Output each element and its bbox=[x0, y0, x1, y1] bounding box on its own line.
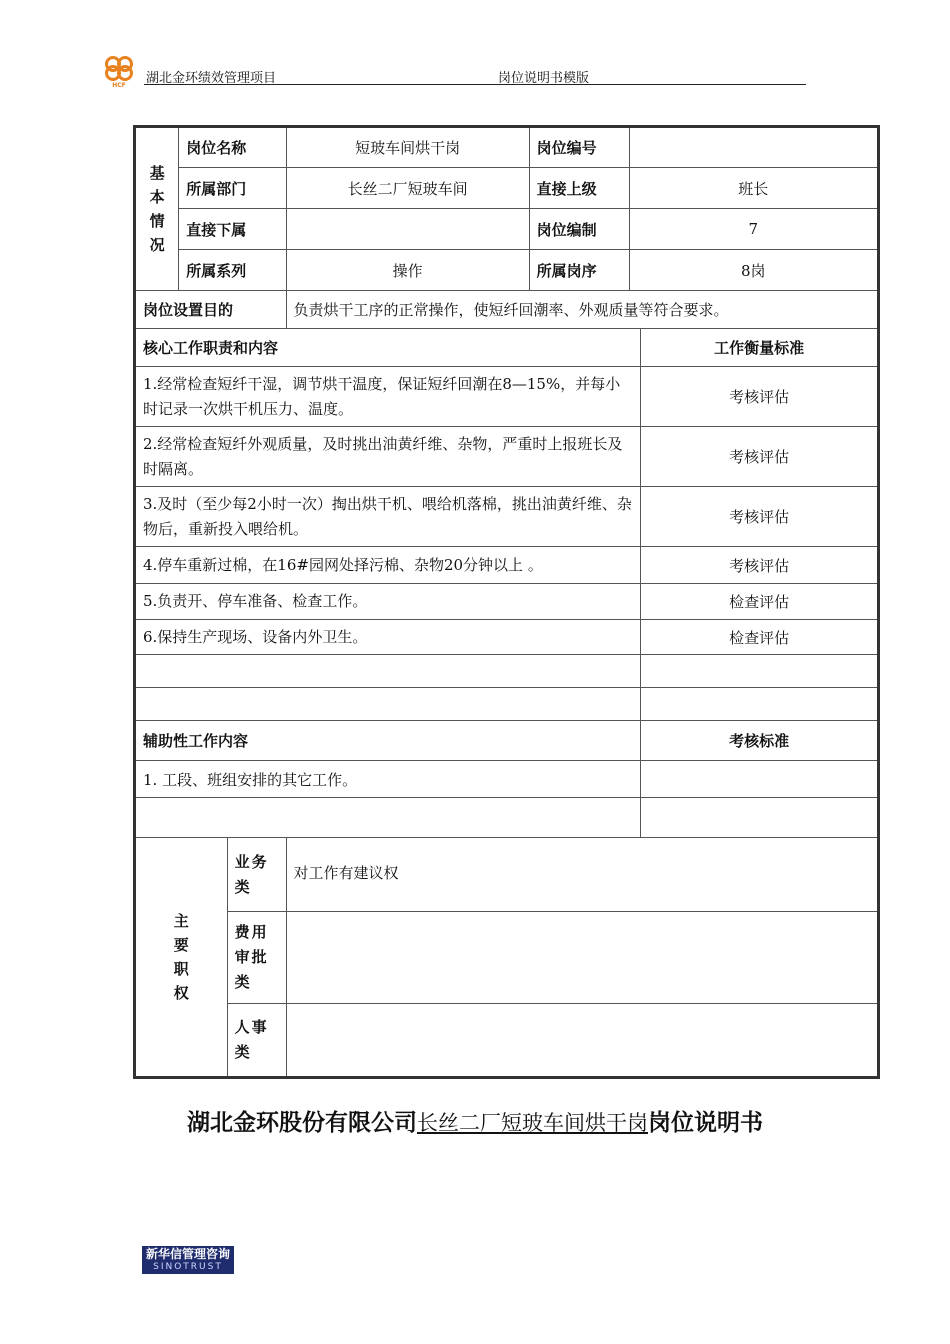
aux-header-row bbox=[135, 721, 879, 761]
duty-row bbox=[135, 620, 879, 655]
aux-standard bbox=[641, 798, 879, 838]
duty-row bbox=[135, 584, 879, 620]
duty-standard bbox=[641, 655, 879, 688]
authority-text: 对工作有建议权 bbox=[286, 838, 878, 912]
duty-text: 1.经常检查短纤干湿，调节烘干温度，保证短纤回潮在8—15%，并每小时记录一次烘干机压力、温度。 bbox=[135, 367, 641, 427]
duty-standard: 检查评估 bbox=[641, 620, 879, 655]
basic-row bbox=[135, 168, 879, 209]
authority-text bbox=[286, 1004, 878, 1078]
aux-text bbox=[135, 798, 641, 838]
basic-row bbox=[135, 127, 879, 168]
footer-logo-en: SINOTRUST bbox=[153, 1262, 223, 1272]
aux-standard-header: 考核标准 bbox=[641, 721, 879, 761]
core-standard-header: 工作衡量标准 bbox=[641, 329, 879, 367]
header-project-title: 湖北金环绩效管理项目 bbox=[146, 71, 277, 86]
duty-text: 2.经常检查短纤外观质量，及时挑出油黄纤维、杂物，严重时上报班长及时隔离。 bbox=[135, 427, 641, 487]
aux-header-label: 辅助性工作内容 bbox=[135, 721, 641, 761]
basic-value: 班长 bbox=[629, 168, 878, 209]
duty-text bbox=[135, 688, 641, 721]
hcf-logo-icon bbox=[100, 54, 140, 88]
basic-value: 短玻车间烘干岗 bbox=[286, 127, 529, 168]
authority-type: 费用审批类 bbox=[227, 912, 286, 1004]
duty-text bbox=[135, 655, 641, 688]
duty-standard: 考核评估 bbox=[641, 487, 879, 547]
basic-label: 所属系列 bbox=[179, 250, 286, 291]
aux-text: 1. 工段、班组安排的其它工作。 bbox=[135, 761, 641, 798]
purpose-label: 岗位设置目的 bbox=[135, 291, 287, 329]
duty-text: 4.停车重新过棉，在16#园网处择污棉、杂物20分钟以上 。 bbox=[135, 547, 641, 584]
purpose-row bbox=[135, 291, 879, 329]
basic-label: 所属岗序 bbox=[529, 250, 629, 291]
aux-row bbox=[135, 798, 879, 838]
authority-type: 业务类 bbox=[227, 838, 286, 912]
duty-standard: 考核评估 bbox=[641, 367, 879, 427]
basic-section-label: 基 本 情 况 bbox=[135, 127, 179, 291]
document-title bbox=[0, 1104, 950, 1137]
purpose-text: 负责烘干工序的正常操作，使短纤回潮率、外观质量等符合要求。 bbox=[286, 291, 878, 329]
basic-value: 8岗 bbox=[629, 250, 878, 291]
basic-label: 所属部门 bbox=[179, 168, 286, 209]
basic-row bbox=[135, 250, 879, 291]
basic-value: 操作 bbox=[286, 250, 529, 291]
duty-standard: 考核评估 bbox=[641, 427, 879, 487]
authority-row bbox=[135, 912, 879, 1004]
title-suffix: 岗位说明书 bbox=[648, 1110, 763, 1136]
duty-row bbox=[135, 655, 879, 688]
basic-value bbox=[629, 127, 878, 168]
page-header bbox=[100, 54, 806, 86]
basic-value: 7 bbox=[629, 209, 878, 250]
authority-row bbox=[135, 1004, 879, 1078]
duty-row bbox=[135, 688, 879, 721]
aux-standard bbox=[641, 761, 879, 798]
duty-row bbox=[135, 547, 879, 584]
footer-logo-cn: 新华信管理咨询 bbox=[145, 1247, 230, 1261]
duty-standard bbox=[641, 688, 879, 721]
title-company: 湖北金环股份有限公司 bbox=[187, 1110, 417, 1136]
core-header-label: 核心工作职责和内容 bbox=[135, 329, 641, 367]
duty-standard: 考核评估 bbox=[641, 547, 879, 584]
basic-label: 直接上级 bbox=[529, 168, 629, 209]
aux-row bbox=[135, 761, 879, 798]
duty-standard: 检查评估 bbox=[641, 584, 879, 620]
basic-value: 长丝二厂短玻车间 bbox=[286, 168, 529, 209]
basic-label: 岗位编制 bbox=[529, 209, 629, 250]
duty-row bbox=[135, 427, 879, 487]
job-description-table bbox=[133, 125, 880, 1079]
authority-row bbox=[135, 838, 879, 912]
title-position: 长丝二厂短玻车间烘干岗 bbox=[417, 1111, 648, 1135]
basic-row bbox=[135, 209, 879, 250]
sinotrust-logo bbox=[142, 1246, 234, 1274]
authority-section-label: 主 要 职 权 bbox=[135, 838, 228, 1078]
basic-value bbox=[286, 209, 529, 250]
core-header-row bbox=[135, 329, 879, 367]
authority-text bbox=[286, 912, 878, 1004]
svg-text:HCF: HCF bbox=[112, 82, 126, 88]
duty-text: 5.负责开、停车准备、检查工作。 bbox=[135, 584, 641, 620]
header-template-title: 岗位说明书模版 bbox=[498, 71, 590, 86]
basic-label: 岗位名称 bbox=[179, 127, 286, 168]
basic-label: 直接下属 bbox=[179, 209, 286, 250]
basic-label: 岗位编号 bbox=[529, 127, 629, 168]
duty-row bbox=[135, 367, 879, 427]
duty-row bbox=[135, 487, 879, 547]
duty-text: 6.保持生产现场、设备内外卫生。 bbox=[135, 620, 641, 655]
duty-text: 3.及时（至少每2小时一次）掏出烘干机、喂给机落棉，挑出油黄纤维、杂物后，重新投入喂给机。 bbox=[135, 487, 641, 547]
authority-type: 人事类 bbox=[227, 1004, 286, 1078]
header-divider bbox=[144, 84, 806, 85]
